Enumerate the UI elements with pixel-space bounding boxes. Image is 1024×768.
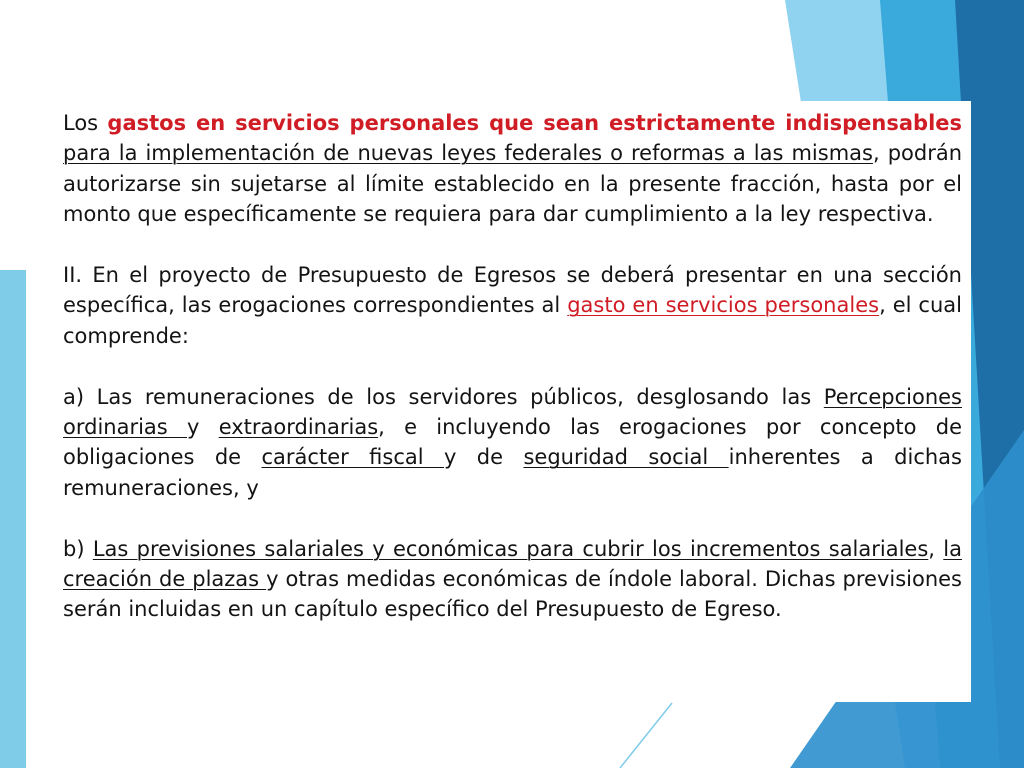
p3-rest: inherentes a dichas remuneraciones, y <box>63 445 962 500</box>
p3-term-ordinarias: Percepciones ordinarias <box>63 384 962 440</box>
p4-term-plazas: la creación de plazas <box>63 536 962 592</box>
p2-rest: , el cual comprende: <box>63 293 962 348</box>
p3-term-seguridad: seguridad social <box>523 445 729 470</box>
paragraph-3 <box>63 382 962 504</box>
slide-text <box>63 108 962 655</box>
p3-lead: a) Las remuneraciones de los servidores públicos, desglosando las <box>63 384 824 409</box>
paragraph-1 <box>63 108 962 230</box>
p3-mid: , e incluyendo las erogaciones por concepto de obligaciones de <box>63 415 962 470</box>
p3-term-fiscal: carácter fiscal <box>261 445 444 470</box>
paragraph-2 <box>63 260 962 351</box>
p4-mid: , <box>928 536 944 561</box>
p4-rest: y otras medidas económicas de índole laboral. Dichas previsiones serán incluidas en un capítulo específico del Presupuesto de Egreso. <box>63 567 963 622</box>
p1-rest: , podrán autorizarse sin sujetarse al límite establecido en la presente fracción, hasta por el monto que específicamente se requiera para dar cumplimiento a la ley respectiva. <box>63 141 963 227</box>
p3-term-extraordinarias: extraordinarias <box>218 415 379 440</box>
paragraph-4 <box>63 534 962 625</box>
p1-underlined-phrase: para la implementación de nuevas leyes federales o reformas a las mismas <box>63 141 873 166</box>
p1-lead: Los <box>63 111 108 135</box>
p3-join2: y de <box>443 445 524 470</box>
p4-lead: b) <box>63 536 93 561</box>
p2-lead: II. En el proyecto de Presupuesto de Egresos se deberá presentar en una sección específica, las erogaciones correspondientes al <box>63 263 962 318</box>
p4-term-previsiones: Las previsiones salariales y económicas para cubrir los incrementos salariales <box>92 536 929 561</box>
p2-highlight: gasto en servicios personales <box>567 293 880 318</box>
left-accent-stripe <box>0 270 26 768</box>
bottom-accent-line <box>620 703 672 768</box>
p3-join1: y <box>187 415 219 440</box>
p1-highlight: gastos en servicios personales que sean estrictamente indispensables <box>107 111 963 135</box>
